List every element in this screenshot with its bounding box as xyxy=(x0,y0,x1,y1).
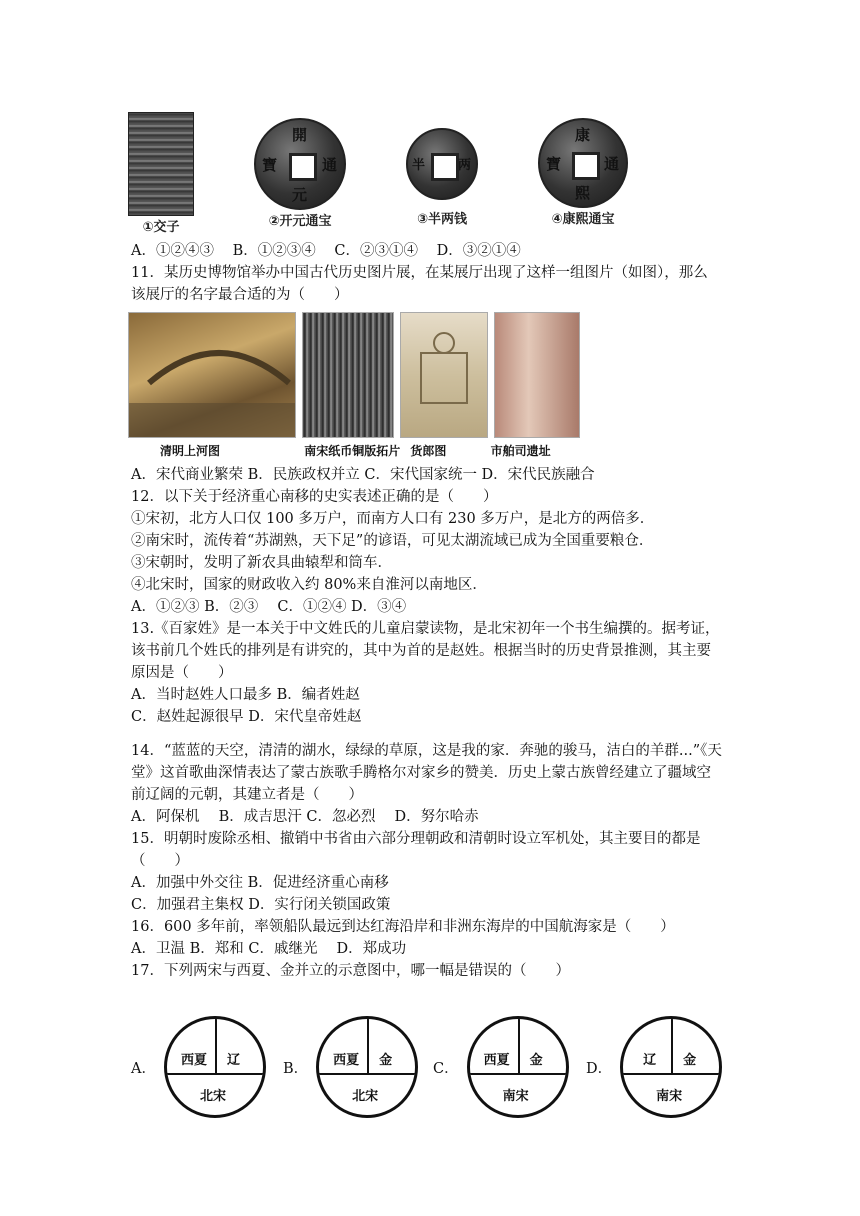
q13-stem-line3: 原因是（ ） xyxy=(131,665,233,681)
coin-square-hole xyxy=(289,153,317,181)
huolang-figure xyxy=(400,312,488,438)
coin-caption: ①交子 xyxy=(142,220,180,235)
q13-options-row1[interactable]: A．当时赵姓人口最多 B．编者姓赵 xyxy=(131,687,360,703)
q16-stem: 16．600 多年前，率领船队最远到达红海沿岸和非洲东海岸的中国航海家是（ ） xyxy=(131,919,675,935)
q10-option-d[interactable]: D．③②①④ xyxy=(436,243,521,259)
regime-bottom: 南宋 xyxy=(656,1089,683,1104)
regime-left: 辽 xyxy=(643,1053,657,1068)
q12-stem: 12．以下关于经济重心南移的史实表述正确的是（ ） xyxy=(131,489,498,505)
coin-caption: ④康熙通宝 xyxy=(551,212,615,227)
q11-stem-line2: 该展厅的名字最合适的为（ ） xyxy=(131,287,349,303)
q13-options-row2[interactable]: C．赵姓起源很早 D．宋代皇帝姓赵 xyxy=(131,709,362,725)
peddler-graphic xyxy=(401,313,487,437)
q11-options[interactable]: A．宋代商业繁荣 B．民族政权并立 C．宋代国家统一 D．宋代民族融合 xyxy=(131,467,595,483)
coin-square-hole xyxy=(431,153,459,181)
coin-caption: ②开元通宝 xyxy=(268,214,332,229)
photo-caption: 清明上河图 xyxy=(160,444,221,458)
kangxi-coin-image xyxy=(538,118,628,208)
jiaozi-note-image xyxy=(128,112,194,216)
coin-char: 半 xyxy=(412,158,426,173)
q10-option-b[interactable]: B．①②③④ xyxy=(232,243,316,259)
q13-stem-line2: 该书前几个姓氏的排列是有讲究的，其中为首的是赵姓。根据当时的历史背景推测，其主要 xyxy=(131,643,711,659)
q17-diagram-a[interactable] xyxy=(131,1016,266,1118)
qingming-painting-image xyxy=(128,312,296,438)
qingming-figure xyxy=(128,312,296,438)
coin-char: 康 xyxy=(575,126,591,144)
coin-char: 熙 xyxy=(575,184,591,202)
jiaozi-figure xyxy=(128,112,194,236)
shibosi-ruins-image xyxy=(494,312,580,438)
coin-images-row xyxy=(128,112,628,236)
diagram-label: A． xyxy=(131,1060,156,1077)
coin-caption: ③半两钱 xyxy=(416,212,467,227)
coin-char: 两 xyxy=(458,158,472,173)
photo-caption: 南宋纸币铜版拓片 xyxy=(304,444,401,458)
regime-left: 西夏 xyxy=(333,1053,360,1068)
photo-caption: 市舶司遗址 xyxy=(490,444,551,458)
q10-options xyxy=(131,240,535,262)
photo-caption: 货郎图 xyxy=(410,444,447,458)
q12-item-1: ①宋初，北方人口仅 100 多万户，而南方人口有 230 多万户，是北方的两倍多． xyxy=(131,511,655,527)
shibosi-figure xyxy=(494,312,580,438)
q12-options[interactable]: A．①②③ B．②③ C．①②④ D．③④ xyxy=(131,599,407,615)
regime-pie-diagram xyxy=(164,1016,266,1118)
huolang-painting-image xyxy=(400,312,488,438)
q14-stem-line1: 14．“蓝蓝的天空，清清的湖水，绿绿的草原，这是我的家．奔驰的骏马，洁白的羊群...”《天 xyxy=(131,743,722,759)
regime-bottom: 北宋 xyxy=(199,1089,226,1104)
coin-square-hole xyxy=(572,152,600,180)
banliang-figure xyxy=(406,128,478,236)
q11-photo-captions xyxy=(160,440,551,462)
q10-option-a[interactable]: A．①②④③ xyxy=(131,243,214,259)
coin-char: 元 xyxy=(292,186,308,204)
q12-item-2: ②南宋时，流传着“苏湖熟，天下足”的谚语，可见太湖流域已成为全国重要粮仓． xyxy=(131,533,654,549)
regime-right: 辽 xyxy=(226,1053,240,1068)
q15-options-row2[interactable]: C．加强君主集权 D．实行闭关锁国政策 xyxy=(131,897,391,913)
q10-option-c[interactable]: C．②③①④ xyxy=(334,243,418,259)
q14-options[interactable]: A．阿保机 B．成吉思汗 C．忽必烈 D．努尔哈赤 xyxy=(131,809,479,825)
song-paper-money-rubbing-image xyxy=(302,312,394,438)
q14-stem-line2: 堂》这首歌曲深情表达了蒙古族歌手腾格尔对家乡的赞美．历史上蒙古族曾经建立了疆域空 xyxy=(131,765,711,781)
banliang-coin-image xyxy=(406,128,478,200)
kaiyuan-figure xyxy=(254,118,346,236)
regime-right: 金 xyxy=(529,1053,543,1068)
q12-item-3: ③宋朝时，发明了新农具曲辕犁和筒车． xyxy=(131,555,392,571)
coin-char: 開 xyxy=(292,126,308,144)
regime-bottom: 北宋 xyxy=(352,1089,379,1104)
q13-stem-line1: 13.《百家姓》是一本关于中文姓氏的儿童启蒙读物，是北宋初年一个书生编撰的。据考证， xyxy=(131,621,720,637)
diagram-label: C． xyxy=(433,1060,459,1077)
q14-stem-line3: 前辽阔的元朝，其建立者是（ ） xyxy=(131,787,363,803)
regime-pie-diagram xyxy=(467,1016,569,1118)
regime-right: 金 xyxy=(379,1053,393,1068)
regime-pie-diagram xyxy=(620,1016,722,1118)
regime-bottom: 南宋 xyxy=(502,1089,529,1104)
coin-char: 通 xyxy=(604,155,620,173)
coin-char: 寶 xyxy=(546,155,562,173)
diagram-label: D． xyxy=(586,1060,613,1077)
coin-char: 通 xyxy=(322,156,338,174)
q17-diagram-c[interactable] xyxy=(433,1016,569,1118)
kangxi-figure xyxy=(538,118,628,236)
song-paper-money-figure xyxy=(302,312,394,438)
q15-options-row1[interactable]: A．加强中外交往 B．促进经济重心南移 xyxy=(131,875,389,891)
q17-diagram-d[interactable] xyxy=(586,1016,722,1118)
q15-stem-line2: （ ） xyxy=(131,853,189,869)
q17-diagram-b[interactable] xyxy=(283,1016,418,1118)
regime-left: 西夏 xyxy=(483,1053,510,1068)
q15-stem-line1: 15．明朝时废除丞相、撤销中书省由六部分理朝政和清朝时设立军机处，其主要目的都是 xyxy=(131,831,701,847)
diagram-label: B． xyxy=(283,1060,309,1077)
q11-photos-row xyxy=(128,312,580,438)
kaiyuan-coin-image xyxy=(254,118,346,210)
regime-pie-diagram xyxy=(316,1016,418,1118)
coin-char: 寶 xyxy=(262,156,278,174)
bridge-graphic xyxy=(129,313,295,437)
regime-left: 西夏 xyxy=(180,1053,207,1068)
q11-stem-line1: 11．某历史博物馆举办中国古代历史图片展，在某展厅出现了这样一组图片（如图），那么 xyxy=(131,265,708,281)
q12-item-4: ④北宋时，国家的财政收入约 80%来自淮河以南地区． xyxy=(131,577,487,593)
q16-options[interactable]: A．卫温 B．郑和 C．戚继光 D．郑成功 xyxy=(131,941,407,957)
q17-stem: 17．下列两宋与西夏、金并立的示意图中，哪一幅是错误的（ ） xyxy=(131,963,570,979)
regime-right: 金 xyxy=(683,1053,697,1068)
